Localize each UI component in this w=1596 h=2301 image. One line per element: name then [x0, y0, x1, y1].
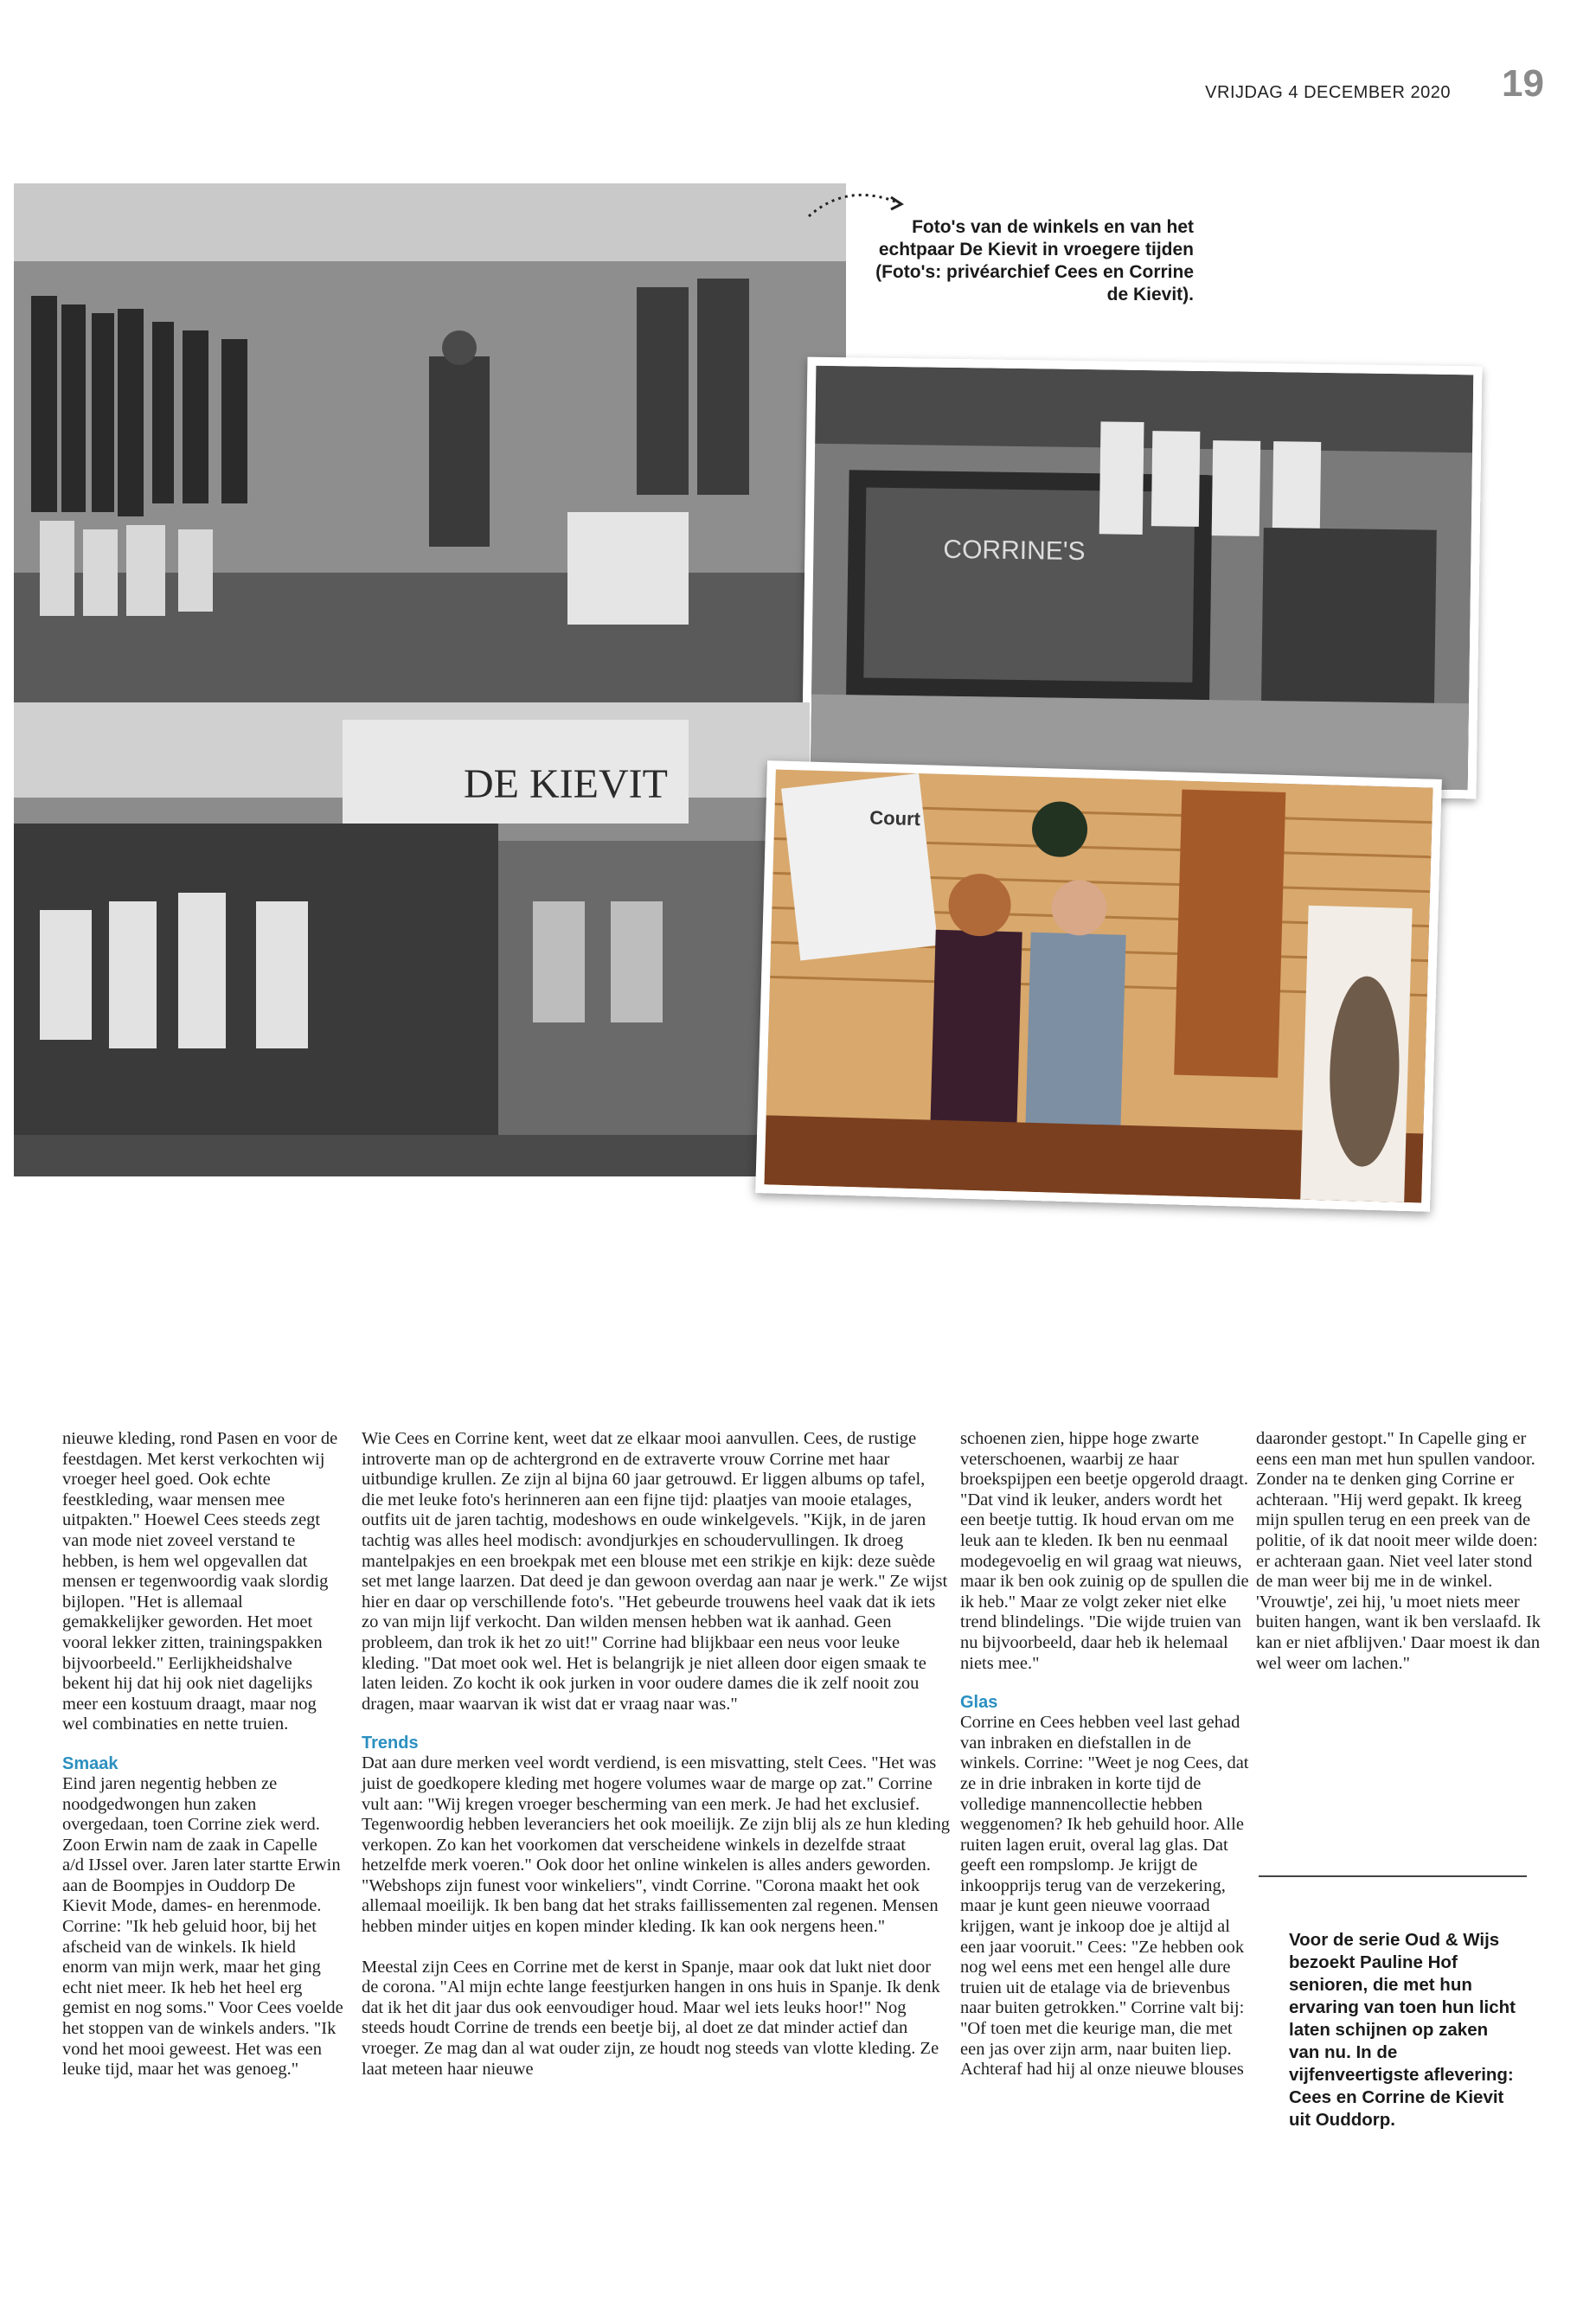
- page-header: [1038, 62, 1544, 114]
- series-sidebox: Voor de serie Oud & Wijs bezoekt Pauline Hof senioren, die met hun ervaring van toen hun licht laten schijnen op zaken van nu. In de vijfenveertigste aflevering: Cees en Corrine de Kievit uit Ouddorp.: [1289, 1930, 1516, 2130]
- photo-caption: Foto's van de winkels en van het echtpaar De Kievit in vroegere tijden (Foto's: privéarchief Cees en Corrine de Kievit).: [875, 217, 1194, 304]
- issue-date: VRIJDAG 4 DECEMBER 2020: [1205, 83, 1451, 102]
- article-column-2: [362, 1429, 950, 2080]
- article-column-1: [62, 1429, 343, 2080]
- col1-paragraph-1: nieuwe kleding, rond Pasen en voor de feestdagen. Met kerst verkochten wij vroeger heel goed. Ook echte feestkleding, waar mensen mee uitpakten." Hoewel Cees steeds zegt van mode niet zoveel verstand te hebben, is hem wel opgevallen dat mensen er tegenwoordig vaak slordig bijlopen. "Het is allemaal gemakkelijker geworden. Het moet vooral lekker zitten, trainingspakken bijvoorbeeld." Eerlijkheidshalve bekent hij dat hij ook niet dagelijks meer een kostuum draagt, maar nog wel combinaties en nette truien.: [62, 1429, 338, 1734]
- article-column-3: [960, 1429, 1250, 2080]
- col4-paragraph-1: daaronder gestopt." In Capelle ging er eens een man met hun spullen vandoor. Zonder na te denken ging Corrine er achteraan. "Hij werd gepakt. Ik kreeg mijn spullen terug en een preek van de politie, of ik dat nooit meer wilde doen: er achteraan gaan. Niet veel later stond de man weer bij me in de winkel. 'Vrouwtje', zei hij, 'u moet niets meer buiten hangen, want ik ben verslaafd. Ik kan er niet afblijven.' Daar moest ik dan wel weer om lachen.": [1256, 1429, 1542, 1673]
- col3-paragraph-1: schoenen zien, hippe hoge zwarte veterschoenen, waarbij ze haar broekspijpen een beetje opgerold draagt. "Dat vind ik leuker, anders wordt het een beetje tuttig. Ik houd ervan om me leuk aan te kleden. Ik ben nu eenmaal modegevoelig en wil graag wat nieuws, maar ik ben ook zuinig op de spullen die ik heb." Maar ze volgt zeker niet elke trend blindelings. "Die wijde truien van nu bijvoorbeeld, daar heb ik helemaal niets mee.": [960, 1429, 1249, 1673]
- photo-couple-color: [755, 760, 1442, 1212]
- poster-brand: Court: [869, 806, 921, 830]
- col3-paragraph-2: Corrine en Cees hebben veel last gehad van inbraken en diefstallen in de winkels. Corrine: "Weet je nog Cees, dat ze in drie inbraken in korte tijd de volledige mannencollectie hebben weggenomen? Ik heb gehuild hoor. Alle ruiten lagen eruit, overal lag glas. Dat geeft een rompslomp. Je krijgt de inkoopprijs terug van de verzekering, maar je kunt geen nieuwe voorraad krijgen, want je inkoop doe je altijd al een jaar vooruit." Cees: "Ze hebben ook nog wel eens met een hengel alle dure truien uit de etalage via de brievenbus naar buiten getrokken." Corrine valt bij: "Of toen met die keurige man, die met een jas over zijn arm, naar buiten liep. Achteraf had hij al onze nieuwe blouses: [960, 1713, 1249, 2080]
- storefront-sign: CORRINE'S: [943, 535, 1086, 567]
- dekievit-sign: DE KIEVIT: [464, 761, 668, 807]
- subhead-trends: Trends: [362, 1734, 419, 1753]
- col2-paragraph-1: Wie Cees en Corrine kent, weet dat ze elkaar mooi aanvullen. Cees, de rustige introverte man op de achtergrond en de extraverte vrouw Corrine met haar uitbundige krullen. Ze zijn al bijna 60 jaar getrouwd. Er liggen albums op tafel, die met leuke foto's herinneren aan een fijne tijd: plaatjes van mooie etalages, outfits uit de jaren tachtig, modeshows en oude winkelgevels. "Kijk, in de jaren tachtig was alles heel modisch: avondjurkjes en schoudervullingen. Ik droeg mantelpakjes en een broekpak met een blouse met een strikje en kijk: deze suède set met lange laarzen. Dat deed je dan gewoon overdag aan naar je werk." Ze wijst hier en daar op verschillende foto's. "Het gebeurde trouwens heel vaak dat ik iets zo van mijn lijf verkocht. Dan wilden mensen hebben wat ik aanhad. Geen probleem, dan trok ik het zo uit!" Corrine had blijkbaar een neus voor leuke kleding. "Dat moet ook wel. Het is belangrijk je niet alleen door eigen smaak te laten leiden. Zo kocht ik ook jurken in voor oudere dames die ik zelf nooit zou dragen, maar waarvan ik wist dat er vraag naar was.": [362, 1429, 948, 1714]
- photo-dekievit-store: [14, 702, 810, 1176]
- col2-paragraph-3: Meestal zijn Cees en Corrine met de kerst in Spanje, maar ook dat lukt niet door de corona. "Al mijn echte lange feestjurken hangen in ons huis in Spanje. Ik denk dat ik het dit jaar dus ook eenvoudiger houd. Maar wel iets leuks hoor!" Nog steeds houdt Corrine de trends een beetje bij, al doet ze dat minder actief dan vroeger. Ze mag dan al wat ouder zijn, ze houdt nog steeds van vlotte kleding. Ze laat meteen haar nieuwe: [362, 1957, 940, 2079]
- photo-shop-interior: [14, 183, 846, 702]
- subhead-smaak: Smaak: [62, 1753, 119, 1773]
- col2-paragraph-2: Dat aan dure merken veel wordt verdiend, is een misvatting, stelt Cees. "Het was juist de goedkopere kleding met hogere volumes waar de marge op zat." Corrine vult aan: "Wij kregen vroeger bescherming van een merk. Je had het exclusief. Tegenwoordig hebben leveranciers het ook moeilijk. Ze zijn blij als ze hun kleding verkopen. Zo kan het voorkomen dat verscheidene winkels in dezelfde straat hetzelfde merk voeren." Ook door het online winkelen is alles anders geworden. "Webshops zijn funest voor winkeliers", vindt Corrine. "Corona maakt het ook allemaal moeilijk. Ik ben bang dat het straks faillissementen zal regenen. Mensen hebben minder uitjes en kopen minder kleding. Ik kan ook nergens heen.": [362, 1753, 950, 1937]
- article-column-4: [1256, 1429, 1542, 1674]
- sidebox-divider: [1259, 1875, 1527, 1877]
- photo-storefront: [802, 357, 1483, 799]
- subhead-glas: Glas: [960, 1693, 998, 1713]
- page-number: 19: [1502, 62, 1544, 105]
- col1-paragraph-2: Eind jaren negentig hebben ze noodgedwongen hun zaken overgedaan, toen Corrine ziek werd. Zoon Erwin nam de zaak in Capelle a/d IJssel over. Jaren later startte Erwin aan de Boompjes in Ouddorp De Kievit Mode, dames- en herenmode. Corrine: "Ik heb geluid hoor, bij het afscheid van de winkels. Ik hield enorm van mijn werk, maar het ging echt niet meer. Ik heb het heel erg gemist en nog soms." Voor Cees voelde het stoppen van de winkels anders. "Ik vond het mooi geweest. Het was een leuke tijd, maar het was genoeg.": [62, 1773, 343, 2080]
